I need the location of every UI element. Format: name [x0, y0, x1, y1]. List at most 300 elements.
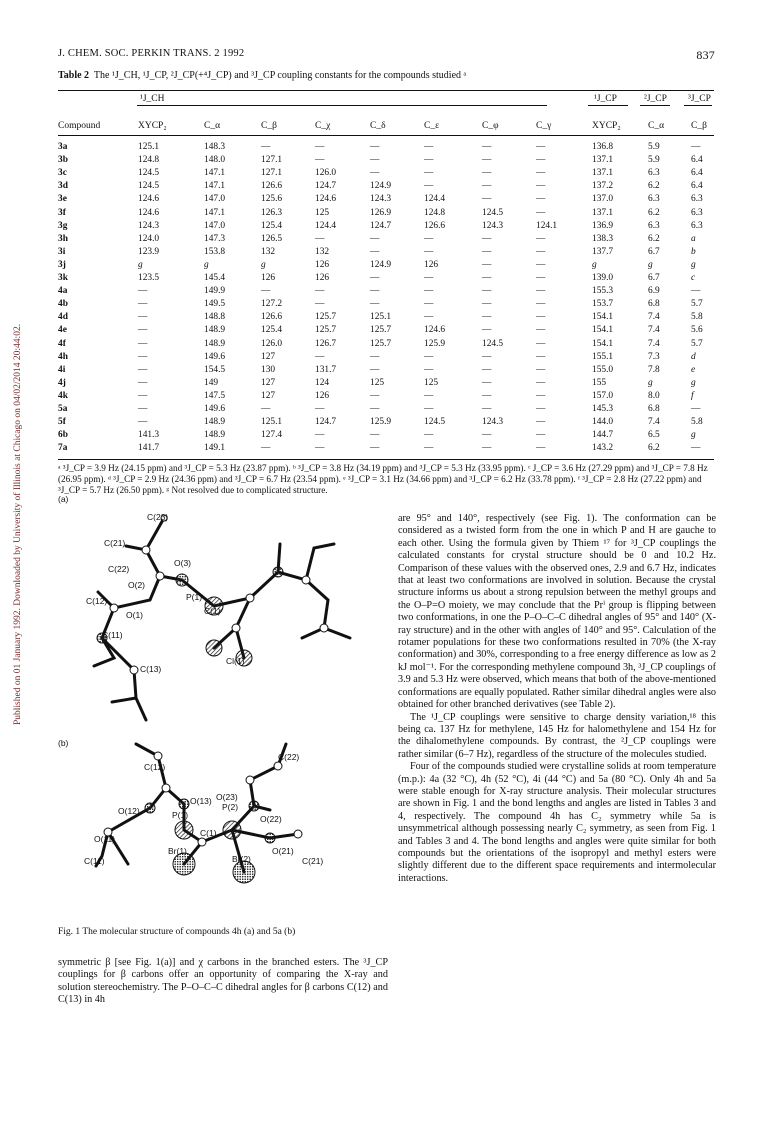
table-cell: 148.0 [204, 155, 226, 166]
left-column-text [58, 957, 388, 1007]
table-row [58, 443, 714, 455]
group-header-1jcp: ¹J_CP [594, 94, 617, 104]
table-cell: — [482, 299, 492, 310]
table-footnote: ᵃ ³J_CP = 3.9 Hz (24.15 ppm) and ³J_CP = 5.3 Hz (23.87 ppm). ᵇ ³J_CP = 3.8 Hz (34.19 ppm) and ³J_CP = 5.3 Hz (33.95 ppm). ᶜ J_CP = 3.6 Hz (27.29 ppm) and ³J_CP = 7.8 Hz (26.95 ppm). ᵈ ³J_CP = 2.9 Hz (24.36 ppm) and ³J_CP = 6.7 Hz (23.54 ppm). ᵉ ³J_CP = 3.1 Hz (34.66 ppm) and ³J_CP = 6.2 Hz (33.78 ppm). ᶠ ³J_CP = 2.8 Hz (27.22 ppm) and ³J_CP = 5.7 Hz (26.50 ppm). ᵍ Not resolved due to complicated structure. [58, 463, 708, 495]
table-cell: — [536, 207, 546, 218]
table-cell: — [424, 312, 434, 323]
table-cell: d [691, 351, 696, 362]
table-cell: — [370, 299, 380, 310]
table-cell: — [370, 273, 380, 283]
table-cell: 5.6 [691, 325, 703, 336]
table-cell: 126 [424, 259, 439, 270]
table-cell: 147.1 [204, 168, 226, 179]
atom-label: O(1) [126, 610, 143, 620]
col-header: C_ε [424, 121, 440, 131]
table-cell: 6.7 [648, 246, 660, 257]
table-cell: 6.9 [648, 286, 660, 297]
table-cell: — [536, 273, 546, 283]
table-row [58, 194, 714, 206]
table-cell: — [424, 246, 434, 257]
table-cell: 127.2 [261, 299, 283, 310]
table-cell: 147.1 [204, 181, 226, 192]
atom-label: C(12) [144, 762, 166, 772]
table-cell: 126 [315, 390, 330, 401]
table-cell: — [370, 168, 380, 179]
atom-label: O(23) [216, 792, 238, 802]
table-cell: 124.6 [315, 194, 337, 205]
table-cell: g [648, 377, 653, 388]
compound-id-cell: 3c [58, 168, 67, 179]
table-cell: 123.5 [138, 273, 160, 283]
table-cell: 144.7 [592, 430, 614, 441]
page-number: 837 [696, 48, 715, 62]
table-cell: 125 [370, 377, 385, 388]
table-cell: — [370, 351, 380, 362]
table-cell: 124.6 [138, 194, 160, 205]
table-cell: 155.1 [592, 351, 614, 362]
table-cell: 125 [315, 207, 330, 218]
table-cell: 124.5 [482, 207, 504, 218]
table-cell: 124.7 [370, 220, 392, 231]
table-cell: 126 [315, 259, 330, 270]
table-cell: — [424, 430, 434, 441]
table-cell: — [424, 443, 434, 454]
panel-b-label: (b) [58, 738, 69, 748]
atom-label: C(21) [104, 538, 126, 548]
table-cell: 124.8 [138, 155, 160, 166]
group-rule-2jcp [640, 105, 670, 106]
group-rule-1jch [137, 105, 547, 106]
table-cell: 127.4 [261, 430, 283, 441]
atom-label: O(11) [94, 834, 116, 844]
table-cell: — [536, 377, 546, 388]
table-cell: 124.9 [370, 259, 392, 270]
table-cell: — [536, 338, 546, 349]
table-cell: 148.9 [204, 338, 226, 349]
atom-label: C(22) [278, 752, 300, 762]
table-cell: — [138, 390, 148, 401]
table-cell: 137.7 [592, 246, 614, 257]
table-cell: 149.6 [204, 404, 226, 414]
table-cell: 138.3 [592, 233, 614, 244]
table-cell: — [370, 233, 380, 244]
table-cell: 7.3 [648, 351, 660, 362]
table-cell: 5.8 [691, 312, 703, 323]
table-row [58, 208, 714, 220]
table-cell: 145.4 [204, 273, 226, 283]
table-cell: — [315, 142, 325, 152]
table-cell: — [138, 312, 148, 323]
table-cell: 124.3 [370, 194, 392, 205]
table-cell: 5.9 [648, 142, 660, 152]
table-cell: 130 [261, 364, 276, 375]
compound-id-cell: 4d [58, 312, 68, 323]
atom-label: Br(1) [168, 846, 187, 856]
table-cell: — [536, 155, 546, 166]
table-cell: — [424, 364, 434, 375]
table-cell: 144.0 [592, 417, 614, 428]
table-cell: — [261, 443, 271, 454]
table-row [58, 168, 714, 180]
table-cell: — [424, 168, 434, 179]
table-cell: 6.3 [691, 220, 703, 231]
table-cell: b [691, 246, 696, 257]
table-cell: — [536, 181, 546, 192]
table-cell: 126.6 [424, 220, 446, 231]
table-cell: — [536, 142, 546, 152]
compound-id-cell: 4f [58, 338, 66, 349]
table-cell: — [424, 390, 434, 401]
table-cell: 125.6 [261, 194, 283, 205]
table-cell: 126.6 [261, 312, 283, 323]
group-rule-1jcp [588, 105, 628, 106]
table-header-rule [58, 135, 714, 136]
table-cell: 149.6 [204, 351, 226, 362]
table-row [58, 286, 714, 298]
table-cell: 145.3 [592, 404, 614, 414]
col-header: Compound [58, 121, 101, 131]
table-row [58, 365, 714, 377]
atom-label: O(12) [118, 806, 140, 816]
table-cell: 7.4 [648, 417, 660, 428]
table-cell: 7.4 [648, 312, 660, 323]
group-header-2jcp: ²J_CP [644, 94, 667, 104]
table-cell: 6.5 [648, 430, 660, 441]
table-cell: — [482, 430, 492, 441]
table-row [58, 312, 714, 324]
compound-id-cell: 3b [58, 155, 68, 166]
molecular-structure-figure [54, 488, 384, 906]
table-cell: — [536, 430, 546, 441]
atom-label: C(22) [108, 564, 130, 574]
col-header: XYCP₂ [592, 121, 621, 131]
table-cell: — [138, 377, 148, 388]
compound-id-cell: 4j [58, 377, 66, 388]
table-cell: 6.3 [648, 220, 660, 231]
table-cell: 127 [261, 351, 276, 362]
table-cell: 132 [261, 246, 276, 257]
table-cell: a [691, 233, 696, 244]
table-cell: — [261, 286, 271, 297]
table-cell: — [315, 155, 325, 166]
journal-year: 1992 [222, 48, 245, 59]
compound-id-cell: 3e [58, 194, 67, 205]
table-cell: 5.8 [691, 417, 703, 428]
table-cell: — [424, 299, 434, 310]
table-cell: — [261, 142, 271, 152]
table-cell: — [370, 404, 380, 414]
table-cell: 126 [315, 273, 330, 283]
table-cell: 8.0 [648, 390, 660, 401]
table-cell: 125.4 [261, 220, 283, 231]
table-cell: 153.7 [592, 299, 614, 310]
table-row [58, 247, 714, 259]
table-cell: 125.7 [315, 312, 337, 323]
atom-label: P(1) [172, 810, 189, 820]
compound-id-cell: 3f [58, 207, 66, 218]
table-cell: — [536, 417, 546, 428]
table-cell: 126.5 [261, 233, 283, 244]
table-cell: — [138, 404, 148, 414]
table-cell: — [536, 364, 546, 375]
table-cell: — [370, 142, 380, 152]
table-cell: — [424, 142, 434, 152]
table-cell: 143.2 [592, 443, 614, 454]
table-cell: — [315, 351, 325, 362]
atom-label: C(1) [204, 606, 221, 616]
table-cell: — [482, 194, 492, 205]
table-row [58, 260, 714, 272]
table-row [58, 339, 714, 351]
table-row [58, 155, 714, 167]
table-cell: 148.3 [204, 142, 226, 152]
table-cell: — [138, 299, 148, 310]
table-row [58, 391, 714, 403]
table-cell: — [536, 168, 546, 179]
table-cell: — [536, 259, 546, 270]
table-cell: — [138, 325, 148, 336]
table-cell: 149.9 [204, 286, 226, 297]
table-cell: g [691, 430, 696, 441]
right-paragraph-2: The ¹J_CP couplings were sensitive to charge density variation,¹⁸ this being ca. 137 Hz for methylene, 145 Hz for halomethylene and 154 Hz for the dihalomethylene compounds. By contrast, the ²J_CP couplings were rather similar (6–7 Hz), regardless of the structure of the molecules studied. [398, 711, 716, 760]
atom-label: Cl(1) [226, 656, 245, 666]
table-cell: 153.8 [204, 246, 226, 257]
table-cell: 6.3 [691, 207, 703, 218]
table-cell: — [370, 246, 380, 257]
table-cell: — [536, 194, 546, 205]
table-row [58, 181, 714, 193]
atom-label: P(1) [186, 592, 203, 602]
table-cell: 148.9 [204, 325, 226, 336]
table-row [58, 404, 714, 416]
table-cell: 154.1 [592, 338, 614, 349]
table-cell: 141.3 [138, 430, 160, 441]
table-row [58, 273, 714, 285]
table-cell: 124.4 [315, 220, 337, 231]
table-cell: 5.7 [691, 299, 703, 310]
table-cell: — [261, 404, 271, 414]
table-cell: — [315, 299, 325, 310]
table-cell: 124 [315, 377, 330, 388]
table-cell: 124.7 [315, 181, 337, 192]
table-cell: — [691, 404, 701, 414]
table-cell: 6.2 [648, 233, 660, 244]
table-cell: 155 [592, 377, 607, 388]
table-row [58, 325, 714, 337]
table-cell: 137.1 [592, 207, 614, 218]
table-cell: 126.3 [261, 207, 283, 218]
table-cell: — [482, 246, 492, 257]
table-cell: g [261, 259, 266, 270]
atom-label: C(11) [84, 856, 105, 866]
compound-id-cell: 4b [58, 299, 68, 310]
table-cell: 7.8 [648, 364, 660, 375]
table-cell: — [138, 351, 148, 362]
table-cell: 6.2 [648, 443, 660, 454]
table-cell: 123.9 [138, 246, 160, 257]
table-cell: 136.8 [592, 142, 614, 152]
table-cell: — [536, 312, 546, 323]
group-rule-3jcp [684, 105, 712, 106]
compound-id-cell: 4e [58, 325, 67, 336]
table-cell: — [482, 259, 492, 270]
table-cell: — [536, 404, 546, 414]
table-cell: 124.9 [370, 181, 392, 192]
table-cell: 157.0 [592, 390, 614, 401]
table-cell: — [536, 351, 546, 362]
table-cell: — [536, 325, 546, 336]
table-cell: 137.1 [592, 155, 614, 166]
table-cell: — [482, 390, 492, 401]
right-paragraph-3: Four of the compounds studied were crystalline solids at room temperature (m.p.): 4a (32 °C), 4h (52 °C), 4i (44 °C) and 5a (80 °C). Only 4h and 5a were stable enough for X-ray structure analysis. Their molecular structures are shown in Fig. 1 and the bond lengths and angles are listed in Tables 3 and 4, respectively. The compound 4h has C₂ symmetry while 5a is unsymmetrical although possessing nearly C₂ symmetry, as seen from Fig. 1 and Tables 3 and 4. The bond lengths and angles were quite similar for both compounds but the orientations of the isopropyl and methyl esters were slightly different due to the different space requirements and intermolecular interactions. [398, 761, 716, 884]
table-cell: — [482, 377, 492, 388]
table-cell: 6.7 [648, 273, 660, 283]
table-cell: 6.3 [691, 194, 703, 205]
atom-label: O(13) [190, 796, 212, 806]
table-cell: 147.1 [204, 207, 226, 218]
table-bottom-rule [58, 459, 714, 460]
table-cell: 125.1 [370, 312, 392, 323]
table-cell: 137.2 [592, 181, 614, 192]
table-cell: — [370, 364, 380, 375]
table-cell: 6.4 [691, 155, 703, 166]
col-header: C_χ [315, 121, 331, 131]
column-header-row [58, 121, 714, 133]
compound-id-cell: 3g [58, 220, 68, 231]
table-cell: — [482, 443, 492, 454]
table-cell: 125.1 [261, 417, 283, 428]
atom-label: C(13) [140, 664, 162, 674]
compound-id-cell: 3i [58, 246, 66, 257]
table-cell: 124.5 [138, 168, 160, 179]
table-row [58, 430, 714, 442]
table-cell: 124.6 [138, 207, 160, 218]
compound-id-cell: 3j [58, 259, 66, 270]
compound-id-cell: 3h [58, 233, 68, 244]
table-cell: — [424, 155, 434, 166]
table-cell: 148.9 [204, 417, 226, 428]
table-cell: — [370, 390, 380, 401]
group-header-3jcp: ³J_CP [688, 94, 711, 104]
table-caption-text: The ¹J_CH, ¹J_CP, ²J_CP(+⁴J_CP) and ³J_CP coupling constants for the compounds studied ᵃ [93, 70, 467, 81]
table-cell: 137.0 [592, 194, 614, 205]
table-cell: g [691, 259, 696, 270]
table-cell: 147.5 [204, 390, 226, 401]
table-cell: 125.9 [424, 338, 446, 349]
table-cell: — [315, 286, 325, 297]
table-cell: 126.7 [315, 338, 337, 349]
atom-label: C(12) [86, 596, 108, 606]
compound-id-cell: 3d [58, 181, 68, 192]
table-label: Table 2 [58, 70, 90, 81]
table-top-rule [58, 90, 714, 91]
col-header: C_γ [536, 121, 552, 131]
table-cell: 5.9 [648, 155, 660, 166]
atom-label: C(1) [200, 828, 217, 838]
table-cell: 154.1 [592, 325, 614, 336]
table-cell: 6.3 [648, 168, 660, 179]
table-cell: 127 [261, 390, 276, 401]
table-cell: 124.5 [424, 417, 446, 428]
col-header: C_β [261, 121, 277, 131]
compound-id-cell: 5a [58, 404, 68, 414]
table-cell: — [424, 181, 434, 192]
table-row [58, 417, 714, 429]
atom-label: O(2) [128, 580, 145, 590]
compound-id-cell: 4h [58, 351, 68, 362]
table-row [58, 378, 714, 390]
table-row [58, 352, 714, 364]
table-cell: — [370, 286, 380, 297]
figure-caption: Fig. 1 The molecular structure of compounds 4h (a) and 5a (b) [58, 927, 296, 937]
table-cell: — [691, 142, 701, 152]
table-cell: — [138, 286, 148, 297]
table-cell: 5.7 [691, 338, 703, 349]
panel-a-label: (a) [58, 494, 69, 504]
table-cell: — [424, 286, 434, 297]
table-cell: 124.0 [138, 233, 160, 244]
table-cell: — [482, 351, 492, 362]
table-cell: 124.3 [482, 417, 504, 428]
table-cell: — [536, 246, 546, 257]
compound-id-cell: 4a [58, 286, 68, 297]
table-cell: g [691, 377, 696, 388]
table-cell: 124.7 [315, 417, 337, 428]
atom-label: C(21) [302, 856, 324, 866]
table-cell: 136.9 [592, 220, 614, 231]
table-cell: — [370, 443, 380, 454]
table-cell: 126.9 [370, 207, 392, 218]
table-cell: — [370, 155, 380, 166]
table-cell: 124.5 [138, 181, 160, 192]
table-cell: 127.1 [261, 168, 283, 179]
table-cell: — [138, 364, 148, 375]
atom-label: P(2) [222, 802, 239, 812]
table-row [58, 299, 714, 311]
left-paragraph: symmetric β [see Fig. 1(a)] and χ carbons in the branched esters. The ³J_CP couplings for β carbons offer an opportunity of comparing the X-ray and solution stereochemistry. The P–O–C–C dihedral angles for β carbons C(12) and C(13) in 4h [58, 957, 388, 1006]
compound-id-cell: 6b [58, 430, 68, 441]
table-cell: 154.1 [592, 312, 614, 323]
table-cell: 125.7 [370, 338, 392, 349]
table-cell: 141.7 [138, 443, 160, 454]
table-row [58, 234, 714, 246]
table-cell: g [648, 259, 653, 270]
table-cell: 124.8 [424, 207, 446, 218]
table-cell: 125.1 [138, 142, 160, 152]
right-paragraph-1: are 95° and 140°, respectively (see Fig. 1). The conformation can be considered as a twisted form from the one in which P and H are gauche to each other. Using the formula given by Thiem ¹⁷ for ³J_CP couplings the calculated constants for crystal structure should be 0 and 10.2 Hz. Comparison of these values with the observed ones, 2.9 and 6.7 Hz, indicates that at least two conformations are involved in solution. Because the crystal structure informs us about a strong repulsion between the methyl groups and the O–P=O moiety, we may conclude that the Prⁱ group is flipping between two conformations, in one the P–O–C–C dihedral angles of 95° and 140° (X-ray structure) and in the other with angles of 140° and 95°. Calculation of the rotamer populations for these two conformations resulted in 70% (the X-ray conformation) and 30%, corresponding to a free energy difference as low as 2 kJ mol⁻¹. For the corresponding methylene compound 3h, ³J_CP couplings of 3.9 and 5.3 Hz were observed, which means that both of the above-mentioned conformations are equally populated. Rather similar dihedral angles were also obtained for other branched derivatives (see Table 2). [398, 513, 716, 711]
table-cell: 149 [204, 377, 219, 388]
table-cell: — [536, 286, 546, 297]
right-column-text [398, 513, 716, 885]
atom-label: O(3) [174, 558, 191, 568]
table-cell: — [315, 443, 325, 454]
table-cell: — [536, 233, 546, 244]
table-row [58, 142, 714, 154]
table-cell: 125 [424, 377, 439, 388]
table-cell: 147.3 [204, 233, 226, 244]
table-cell: — [482, 273, 492, 283]
table-cell: 125.4 [261, 325, 283, 336]
table-cell: f [691, 390, 694, 401]
table-cell: — [138, 417, 148, 428]
col-header: C_φ [482, 121, 499, 131]
download-watermark: Published on 01 January 1992. Downloaded by University of Illinois at Chicago on 04/02/2014 20:44:02. [13, 323, 23, 725]
compound-id-cell: 4i [58, 364, 66, 375]
col-header: C_α [648, 121, 665, 131]
table-cell: — [424, 351, 434, 362]
table-cell: 126.0 [315, 168, 337, 179]
table-cell: 6.2 [648, 207, 660, 218]
